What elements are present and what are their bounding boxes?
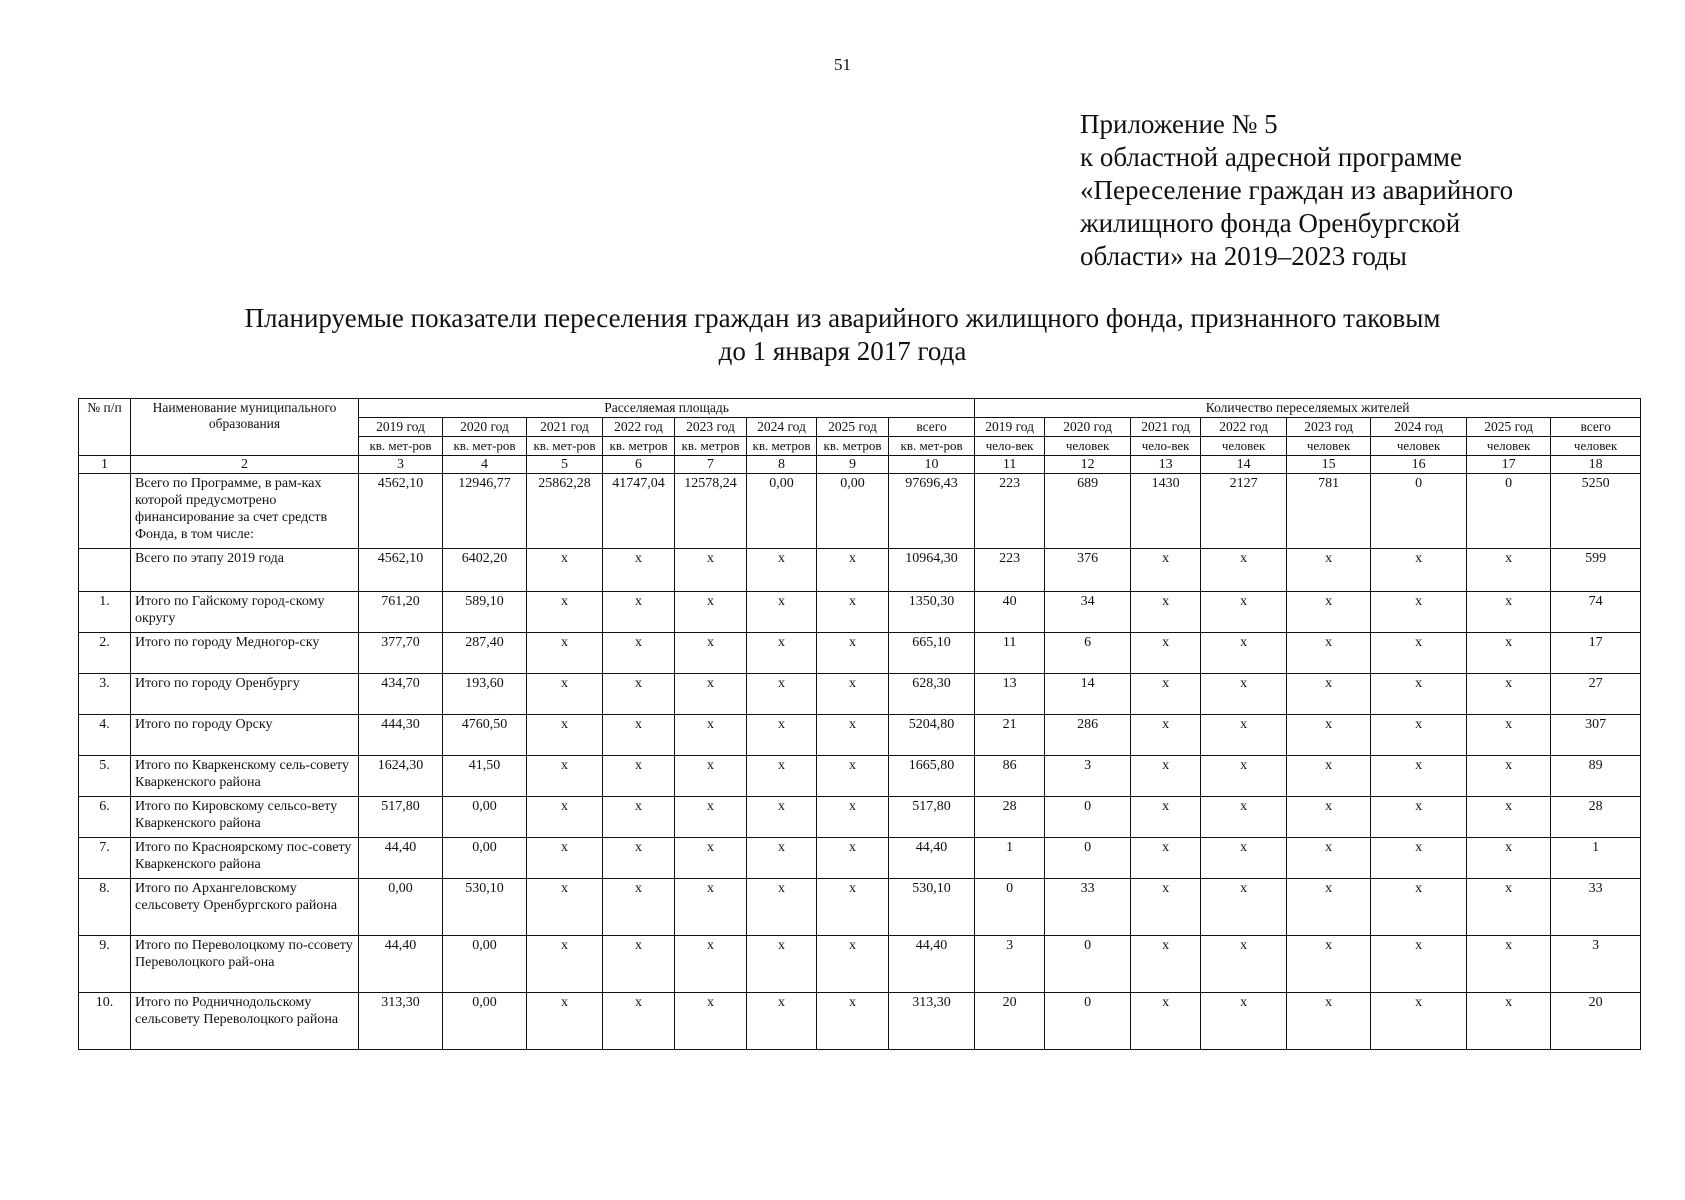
people-value: 6 bbox=[1045, 633, 1131, 674]
area-value: 44,40 bbox=[359, 838, 443, 879]
document-title bbox=[0, 302, 1685, 368]
area-value: х bbox=[817, 797, 889, 838]
column-number: 13 bbox=[1131, 456, 1201, 474]
area-value: х bbox=[817, 993, 889, 1050]
people-value: 2127 bbox=[1201, 474, 1287, 549]
people-value: х bbox=[1287, 756, 1371, 797]
column-number: 4 bbox=[443, 456, 527, 474]
area-value: 1665,80 bbox=[889, 756, 975, 797]
column-number: 3 bbox=[359, 456, 443, 474]
column-number: 10 bbox=[889, 456, 975, 474]
area-value: х bbox=[817, 633, 889, 674]
header-people-year: 2021 год bbox=[1131, 418, 1201, 437]
area-value: 44,40 bbox=[359, 936, 443, 993]
area-value: х bbox=[527, 549, 603, 592]
municipality-name: Всего по этапу 2019 года bbox=[131, 549, 359, 592]
people-value: 3 bbox=[975, 936, 1045, 993]
people-value: х bbox=[1467, 633, 1551, 674]
area-value: х bbox=[603, 936, 675, 993]
people-value: х bbox=[1131, 756, 1201, 797]
appendix-line: жилищного фонда Оренбургской bbox=[1080, 208, 1461, 238]
area-value: х bbox=[527, 838, 603, 879]
header-people-year: всего bbox=[1551, 418, 1641, 437]
column-number: 16 bbox=[1371, 456, 1467, 474]
people-value: х bbox=[1131, 715, 1201, 756]
header-people-unit: человек bbox=[1371, 437, 1467, 456]
appendix-line: «Переселение граждан из аварийного bbox=[1080, 175, 1514, 205]
column-number: 14 bbox=[1201, 456, 1287, 474]
header-people-year: 2022 год bbox=[1201, 418, 1287, 437]
people-value: 28 bbox=[1551, 797, 1641, 838]
row-number: 2. bbox=[79, 633, 131, 674]
people-value: 0 bbox=[975, 879, 1045, 936]
area-value: 589,10 bbox=[443, 592, 527, 633]
area-value: 628,30 bbox=[889, 674, 975, 715]
header-area-unit: кв. метров bbox=[747, 437, 817, 456]
people-value: 17 bbox=[1551, 633, 1641, 674]
people-value: х bbox=[1201, 715, 1287, 756]
area-value: х bbox=[817, 549, 889, 592]
people-value: х bbox=[1131, 879, 1201, 936]
table-row bbox=[79, 715, 1641, 756]
people-value: 3 bbox=[1045, 756, 1131, 797]
header-area-year: 2024 год bbox=[747, 418, 817, 437]
municipality-name: Итого по городу Оренбургу bbox=[131, 674, 359, 715]
header-people-year: 2025 год bbox=[1467, 418, 1551, 437]
title-line: Планируемые показатели переселения граждан из аварийного жилищного фонда, признанного таковым bbox=[244, 303, 1441, 333]
people-value: х bbox=[1467, 838, 1551, 879]
area-value: х bbox=[603, 756, 675, 797]
area-value: х bbox=[817, 838, 889, 879]
area-value: х bbox=[603, 674, 675, 715]
area-value: 6402,20 bbox=[443, 549, 527, 592]
people-value: х bbox=[1371, 592, 1467, 633]
page-number: 51 bbox=[834, 55, 851, 74]
area-value: 10964,30 bbox=[889, 549, 975, 592]
column-number: 18 bbox=[1551, 456, 1641, 474]
area-value: 44,40 bbox=[889, 936, 975, 993]
area-value: х bbox=[817, 879, 889, 936]
header-people-unit: чело-век bbox=[1131, 437, 1201, 456]
people-value: х bbox=[1371, 797, 1467, 838]
people-value: 599 bbox=[1551, 549, 1641, 592]
people-value: 1 bbox=[975, 838, 1045, 879]
municipality-name: Всего по Программе, в рам-ках которой предусмотрено финансирование за счет средств Фонда, в том числе: bbox=[131, 474, 359, 549]
people-value: х bbox=[1467, 592, 1551, 633]
header-area-unit: кв. мет-ров bbox=[359, 437, 443, 456]
header-area-year: 2021 год bbox=[527, 418, 603, 437]
area-value: 0,00 bbox=[359, 879, 443, 936]
header-area-group: Расселяемая площадь bbox=[359, 399, 975, 418]
people-value: х bbox=[1201, 936, 1287, 993]
header-area-year: 2022 год bbox=[603, 418, 675, 437]
people-value: х bbox=[1287, 715, 1371, 756]
appendix-line: к областной адресной программе bbox=[1080, 142, 1462, 172]
people-value: х bbox=[1201, 756, 1287, 797]
municipality-name: Итого по Переволоцкому по-ссовету Переволоцкого рай-она bbox=[131, 936, 359, 993]
area-value: 5204,80 bbox=[889, 715, 975, 756]
header-people-unit: человек bbox=[1201, 437, 1287, 456]
people-value: 0 bbox=[1045, 838, 1131, 879]
area-value: 313,30 bbox=[359, 993, 443, 1050]
people-value: 223 bbox=[975, 549, 1045, 592]
column-number: 8 bbox=[747, 456, 817, 474]
people-value: х bbox=[1371, 936, 1467, 993]
people-value: х bbox=[1201, 549, 1287, 592]
area-value: 4760,50 bbox=[443, 715, 527, 756]
people-value: х bbox=[1467, 797, 1551, 838]
people-value: х bbox=[1131, 549, 1201, 592]
column-number: 1 bbox=[79, 456, 131, 474]
header-people-year: 2024 год bbox=[1371, 418, 1467, 437]
area-value: х bbox=[675, 674, 747, 715]
people-value: 1 bbox=[1551, 838, 1641, 879]
area-value: х bbox=[527, 633, 603, 674]
people-value: 20 bbox=[975, 993, 1045, 1050]
people-value: х bbox=[1131, 993, 1201, 1050]
table-row bbox=[79, 879, 1641, 936]
people-value: 0 bbox=[1371, 474, 1467, 549]
area-value: х bbox=[675, 936, 747, 993]
area-value: х bbox=[527, 715, 603, 756]
area-value: х bbox=[603, 592, 675, 633]
area-value: 44,40 bbox=[889, 838, 975, 879]
area-value: 287,40 bbox=[443, 633, 527, 674]
people-value: 74 bbox=[1551, 592, 1641, 633]
people-value: х bbox=[1371, 674, 1467, 715]
column-number: 9 bbox=[817, 456, 889, 474]
row-number: 6. bbox=[79, 797, 131, 838]
area-value: х bbox=[603, 549, 675, 592]
area-value: х bbox=[817, 674, 889, 715]
people-value: х bbox=[1131, 674, 1201, 715]
people-value: 11 bbox=[975, 633, 1045, 674]
table-row bbox=[79, 756, 1641, 797]
table-row bbox=[79, 674, 1641, 715]
column-numbers-row bbox=[79, 456, 1641, 474]
people-value: х bbox=[1201, 797, 1287, 838]
people-value: х bbox=[1371, 993, 1467, 1050]
table-body bbox=[79, 474, 1641, 1050]
row-number bbox=[79, 474, 131, 549]
people-value: 376 bbox=[1045, 549, 1131, 592]
people-value: х bbox=[1201, 993, 1287, 1050]
area-value: х bbox=[817, 936, 889, 993]
area-value: 12946,77 bbox=[443, 474, 527, 549]
people-value: х bbox=[1287, 993, 1371, 1050]
people-value: х bbox=[1467, 715, 1551, 756]
people-value: х bbox=[1131, 936, 1201, 993]
area-value: х bbox=[747, 838, 817, 879]
area-value: х bbox=[747, 936, 817, 993]
people-value: х bbox=[1287, 879, 1371, 936]
area-value: 12578,24 bbox=[675, 474, 747, 549]
people-value: 14 bbox=[1045, 674, 1131, 715]
area-value: х bbox=[747, 715, 817, 756]
area-value: 41,50 bbox=[443, 756, 527, 797]
people-value: х bbox=[1201, 674, 1287, 715]
header-people-year: 2023 год bbox=[1287, 418, 1371, 437]
header-area-unit: кв. мет-ров bbox=[889, 437, 975, 456]
header-area-year: 2025 год bbox=[817, 418, 889, 437]
column-number: 2 bbox=[131, 456, 359, 474]
people-value: 286 bbox=[1045, 715, 1131, 756]
area-value: х bbox=[675, 838, 747, 879]
people-value: х bbox=[1287, 838, 1371, 879]
area-value: х bbox=[675, 633, 747, 674]
appendix-line: Приложение № 5 bbox=[1080, 109, 1278, 139]
people-value: х bbox=[1287, 674, 1371, 715]
row-number: 3. bbox=[79, 674, 131, 715]
people-value: х bbox=[1371, 838, 1467, 879]
area-value: х bbox=[527, 993, 603, 1050]
people-value: х bbox=[1371, 633, 1467, 674]
people-value: х bbox=[1371, 879, 1467, 936]
people-value: 3 bbox=[1551, 936, 1641, 993]
table-row bbox=[79, 633, 1641, 674]
area-value: х bbox=[675, 715, 747, 756]
area-value: 530,10 bbox=[889, 879, 975, 936]
area-value: 0,00 bbox=[747, 474, 817, 549]
area-value: 4562,10 bbox=[359, 474, 443, 549]
area-value: 761,20 bbox=[359, 592, 443, 633]
people-value: х bbox=[1371, 549, 1467, 592]
row-number: 4. bbox=[79, 715, 131, 756]
people-value: 781 bbox=[1287, 474, 1371, 549]
header-people-unit: человек bbox=[1287, 437, 1371, 456]
header-row bbox=[79, 399, 1641, 418]
table-row bbox=[79, 838, 1641, 879]
area-value: 665,10 bbox=[889, 633, 975, 674]
area-value: х bbox=[747, 549, 817, 592]
people-value: 0 bbox=[1467, 474, 1551, 549]
area-value: 1624,30 bbox=[359, 756, 443, 797]
people-value: 33 bbox=[1551, 879, 1641, 936]
area-value: 1350,30 bbox=[889, 592, 975, 633]
municipality-name: Итого по Кировскому сельсо-вету Кваркенского района bbox=[131, 797, 359, 838]
area-value: 41747,04 bbox=[603, 474, 675, 549]
area-value: х bbox=[817, 715, 889, 756]
row-number: 1. bbox=[79, 592, 131, 633]
area-value: 517,80 bbox=[889, 797, 975, 838]
people-value: х bbox=[1467, 936, 1551, 993]
column-number: 11 bbox=[975, 456, 1045, 474]
area-value: х bbox=[747, 993, 817, 1050]
people-value: х bbox=[1371, 715, 1467, 756]
header-area-unit: кв. метров bbox=[817, 437, 889, 456]
people-value: 21 bbox=[975, 715, 1045, 756]
people-value: х bbox=[1467, 549, 1551, 592]
area-value: 0,00 bbox=[443, 797, 527, 838]
area-value: 0,00 bbox=[443, 936, 527, 993]
area-value: х bbox=[675, 993, 747, 1050]
people-value: 0 bbox=[1045, 797, 1131, 838]
people-value: х bbox=[1287, 797, 1371, 838]
row-number bbox=[79, 549, 131, 592]
header-people-unit: человек bbox=[1551, 437, 1641, 456]
row-number: 9. bbox=[79, 936, 131, 993]
area-value: 25862,28 bbox=[527, 474, 603, 549]
header-area-year: всего bbox=[889, 418, 975, 437]
people-value: 0 bbox=[1045, 993, 1131, 1050]
people-value: х bbox=[1467, 756, 1551, 797]
area-value: х bbox=[603, 879, 675, 936]
header-people-unit: человек bbox=[1467, 437, 1551, 456]
people-value: 40 bbox=[975, 592, 1045, 633]
people-value: 89 bbox=[1551, 756, 1641, 797]
area-value: х bbox=[675, 549, 747, 592]
people-value: х bbox=[1287, 592, 1371, 633]
area-value: х bbox=[675, 756, 747, 797]
area-value: 97696,43 bbox=[889, 474, 975, 549]
people-value: х bbox=[1371, 756, 1467, 797]
municipality-name: Итого по городу Орску bbox=[131, 715, 359, 756]
table-header bbox=[79, 399, 1641, 474]
municipality-name: Итого по Архангеловскому сельсовету Оренбургского района bbox=[131, 879, 359, 936]
area-value: х bbox=[603, 633, 675, 674]
area-value: 377,70 bbox=[359, 633, 443, 674]
people-value: х bbox=[1467, 674, 1551, 715]
people-value: 5250 bbox=[1551, 474, 1641, 549]
area-value: х bbox=[747, 756, 817, 797]
people-value: х bbox=[1287, 549, 1371, 592]
appendix-line: области» на 2019–2023 годы bbox=[1080, 241, 1407, 271]
municipality-name: Итого по городу Медногор-ску bbox=[131, 633, 359, 674]
header-area-year: 2023 год bbox=[675, 418, 747, 437]
municipality-name: Итого по Красноярскому пос-совету Кваркенского района bbox=[131, 838, 359, 879]
area-value: 193,60 bbox=[443, 674, 527, 715]
resettlement-table bbox=[78, 398, 1641, 1050]
column-number: 6 bbox=[603, 456, 675, 474]
header-area-unit: кв. метров bbox=[603, 437, 675, 456]
row-number: 5. bbox=[79, 756, 131, 797]
people-value: х bbox=[1131, 592, 1201, 633]
area-value: х bbox=[675, 797, 747, 838]
header-name: Наименование муниципального образования bbox=[131, 399, 359, 456]
area-value: х bbox=[527, 756, 603, 797]
people-value: х bbox=[1287, 633, 1371, 674]
area-value: х bbox=[747, 592, 817, 633]
people-value: х bbox=[1131, 633, 1201, 674]
header-area-year: 2019 год bbox=[359, 418, 443, 437]
column-number: 17 bbox=[1467, 456, 1551, 474]
area-value: х bbox=[527, 797, 603, 838]
people-value: 0 bbox=[1045, 936, 1131, 993]
area-value: х bbox=[603, 715, 675, 756]
area-value: х bbox=[817, 592, 889, 633]
area-value: 517,80 bbox=[359, 797, 443, 838]
area-value: 444,30 bbox=[359, 715, 443, 756]
area-value: 0,00 bbox=[443, 838, 527, 879]
header-area-unit: кв. метров bbox=[675, 437, 747, 456]
appendix-caption bbox=[1080, 108, 1513, 273]
header-people-year: 2019 год bbox=[975, 418, 1045, 437]
municipality-name: Итого по Родничнодольскому сельсовету Переволоцкого района bbox=[131, 993, 359, 1050]
people-value: х bbox=[1201, 838, 1287, 879]
people-value: х bbox=[1287, 936, 1371, 993]
people-value: х bbox=[1201, 879, 1287, 936]
table-row bbox=[79, 993, 1641, 1050]
area-value: 4562,10 bbox=[359, 549, 443, 592]
people-value: х bbox=[1467, 993, 1551, 1050]
area-value: 434,70 bbox=[359, 674, 443, 715]
column-number: 7 bbox=[675, 456, 747, 474]
people-value: 28 bbox=[975, 797, 1045, 838]
municipality-name: Итого по Гайскому город-скому округу bbox=[131, 592, 359, 633]
area-value: х bbox=[527, 879, 603, 936]
area-value: х bbox=[817, 756, 889, 797]
table-row bbox=[79, 797, 1641, 838]
row-number: 8. bbox=[79, 879, 131, 936]
area-value: х bbox=[747, 674, 817, 715]
area-value: х bbox=[603, 993, 675, 1050]
header-num: № п/п bbox=[79, 399, 131, 456]
people-value: х bbox=[1201, 592, 1287, 633]
header-area-unit: кв. мет-ров bbox=[527, 437, 603, 456]
people-value: х bbox=[1131, 797, 1201, 838]
people-value: 34 bbox=[1045, 592, 1131, 633]
area-value: х bbox=[527, 592, 603, 633]
area-value: х bbox=[603, 797, 675, 838]
row-number: 7. bbox=[79, 838, 131, 879]
people-value: 307 bbox=[1551, 715, 1641, 756]
header-area-unit: кв. мет-ров bbox=[443, 437, 527, 456]
area-value: 313,30 bbox=[889, 993, 975, 1050]
people-value: 27 bbox=[1551, 674, 1641, 715]
column-number: 12 bbox=[1045, 456, 1131, 474]
area-value: х bbox=[747, 797, 817, 838]
area-value: х bbox=[747, 633, 817, 674]
area-value: 0,00 bbox=[817, 474, 889, 549]
header-people-unit: человек bbox=[1045, 437, 1131, 456]
title-line: до 1 января 2017 года bbox=[718, 336, 967, 366]
people-value: х bbox=[1131, 838, 1201, 879]
people-value: 20 bbox=[1551, 993, 1641, 1050]
area-value: 530,10 bbox=[443, 879, 527, 936]
column-number: 15 bbox=[1287, 456, 1371, 474]
people-value: 689 bbox=[1045, 474, 1131, 549]
municipality-name: Итого по Кваркенскому сель-совету Кваркенского района bbox=[131, 756, 359, 797]
area-value: х bbox=[747, 879, 817, 936]
row-number: 10. bbox=[79, 993, 131, 1050]
area-value: х bbox=[675, 879, 747, 936]
table-row bbox=[79, 549, 1641, 592]
header-people-group: Количество переселяемых жителей bbox=[975, 399, 1641, 418]
people-value: 223 bbox=[975, 474, 1045, 549]
table-row bbox=[79, 474, 1641, 549]
people-value: х bbox=[1201, 633, 1287, 674]
column-number: 5 bbox=[527, 456, 603, 474]
header-area-year: 2020 год bbox=[443, 418, 527, 437]
table-row bbox=[79, 592, 1641, 633]
area-value: х bbox=[603, 838, 675, 879]
header-people-unit: чело-век bbox=[975, 437, 1045, 456]
area-value: х bbox=[527, 936, 603, 993]
people-value: 86 bbox=[975, 756, 1045, 797]
people-value: 1430 bbox=[1131, 474, 1201, 549]
header-people-year: 2020 год bbox=[1045, 418, 1131, 437]
area-value: х bbox=[675, 592, 747, 633]
table-row bbox=[79, 936, 1641, 993]
people-value: 13 bbox=[975, 674, 1045, 715]
people-value: 33 bbox=[1045, 879, 1131, 936]
area-value: 0,00 bbox=[443, 993, 527, 1050]
people-value: х bbox=[1467, 879, 1551, 936]
area-value: х bbox=[527, 674, 603, 715]
